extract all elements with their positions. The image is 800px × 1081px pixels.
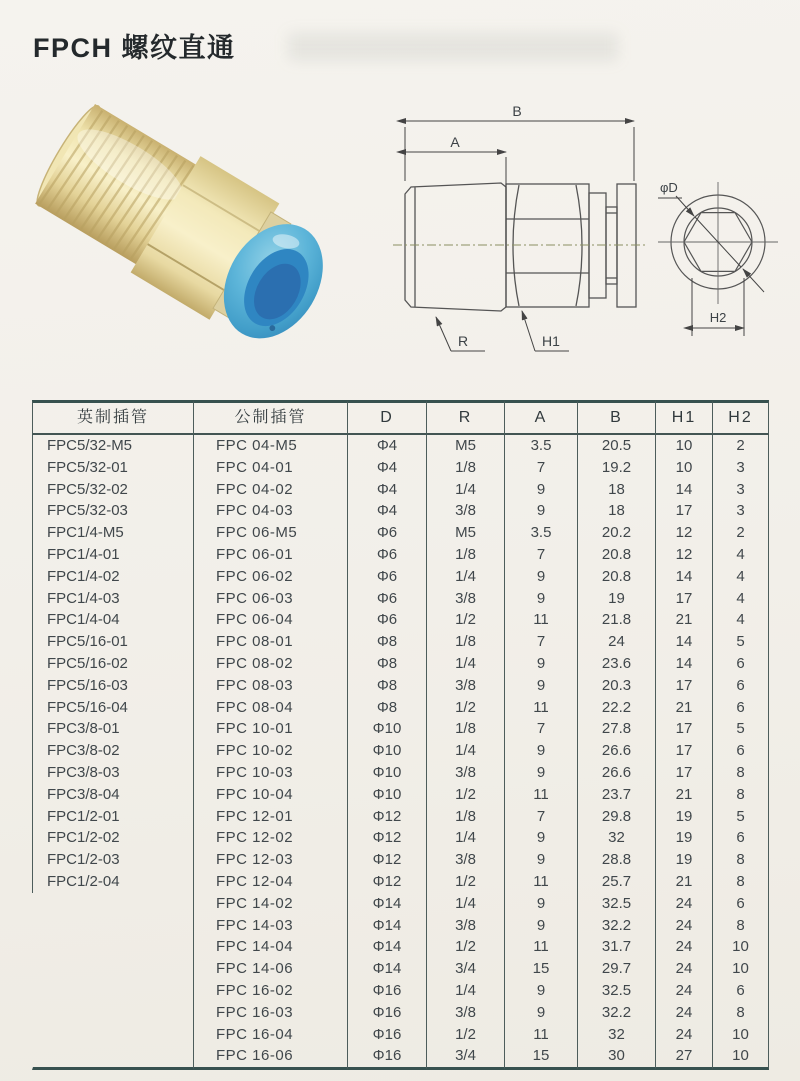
spec-cell: 6	[712, 697, 769, 719]
spec-cell: 1/2	[426, 784, 504, 806]
spec-cell: FPC 10-01	[193, 718, 347, 740]
spec-cell: 2	[712, 435, 769, 457]
spec-cell: 32.5	[577, 980, 655, 1002]
spec-cell: Φ14	[347, 893, 426, 915]
header-metric: 公制插管	[193, 400, 347, 435]
table-row	[32, 675, 769, 697]
spec-cell: FPC 12-04	[193, 871, 347, 893]
spec-cell: Φ8	[347, 631, 426, 653]
spec-cell: 9	[504, 849, 577, 871]
spec-cell: 11	[504, 609, 577, 631]
spec-cell: 21.8	[577, 609, 655, 631]
spec-cell: FPC1/4-04	[32, 609, 193, 631]
spec-cell	[32, 958, 193, 980]
spec-cell: FPC1/2-04	[32, 871, 193, 893]
spec-cell: FPC 12-03	[193, 849, 347, 871]
spec-cell: 20.5	[577, 435, 655, 457]
spec-cell: FPC 06-04	[193, 609, 347, 631]
spec-cell: FPC 06-03	[193, 588, 347, 610]
spec-cell: 9	[504, 762, 577, 784]
spec-cell: 19.2	[577, 457, 655, 479]
table-row	[32, 893, 769, 915]
spec-cell: 3	[712, 500, 769, 522]
spec-cell: 24	[655, 958, 712, 980]
header-h2: H2	[712, 400, 769, 435]
table-row	[32, 500, 769, 522]
table-row	[32, 806, 769, 828]
spec-cell: 9	[504, 479, 577, 501]
spec-cell: 32	[577, 1024, 655, 1046]
spec-cell: 24	[655, 980, 712, 1002]
dim-label-phi-d: φD	[660, 180, 678, 195]
table-row	[32, 827, 769, 849]
spec-cell: 23.6	[577, 653, 655, 675]
header-r: R	[426, 400, 504, 435]
spec-cell	[32, 936, 193, 958]
spec-cell: 26.6	[577, 762, 655, 784]
spec-cell: 21	[655, 784, 712, 806]
spec-cell: 10	[712, 1045, 769, 1070]
spec-cell: FPC3/8-01	[32, 718, 193, 740]
table-row	[32, 544, 769, 566]
spec-cell: FPC 04-01	[193, 457, 347, 479]
table-row	[32, 740, 769, 762]
spec-cell: 9	[504, 675, 577, 697]
spec-cell: 17	[655, 588, 712, 610]
spec-cell: 11	[504, 697, 577, 719]
side-view-diagram	[393, 95, 645, 370]
spec-cell: 4	[712, 588, 769, 610]
spec-cell: 8	[712, 915, 769, 937]
spec-cell: FPC1/4-03	[32, 588, 193, 610]
spec-cell: 1/4	[426, 653, 504, 675]
spec-cell: FPC 16-03	[193, 1002, 347, 1024]
spec-cell: Φ12	[347, 849, 426, 871]
spec-cell: 1/4	[426, 980, 504, 1002]
spec-cell: 20.8	[577, 566, 655, 588]
spec-cell: 1/8	[426, 544, 504, 566]
spec-cell	[32, 980, 193, 1002]
header-h1: H1	[655, 400, 712, 435]
table-row	[32, 784, 769, 806]
spec-cell: 29.8	[577, 806, 655, 828]
table-row	[32, 958, 769, 980]
spec-cell: FPC1/2-01	[32, 806, 193, 828]
spec-cell: FPC1/2-03	[32, 849, 193, 871]
spec-cell: 26.6	[577, 740, 655, 762]
spec-cell: 9	[504, 653, 577, 675]
spec-cell: FPC5/32-02	[32, 479, 193, 501]
spec-cell: 18	[577, 500, 655, 522]
spec-cell: Φ12	[347, 806, 426, 828]
spec-cell: 1/8	[426, 631, 504, 653]
spec-cell: 24	[577, 631, 655, 653]
table-row	[32, 457, 769, 479]
spec-cell: 32.2	[577, 915, 655, 937]
spec-cell: 3/8	[426, 588, 504, 610]
spec-cell: 1/2	[426, 609, 504, 631]
spec-cell: 9	[504, 915, 577, 937]
spec-cell: 7	[504, 631, 577, 653]
table-row	[32, 609, 769, 631]
spec-table-body	[32, 435, 769, 1070]
spec-cell: 23.7	[577, 784, 655, 806]
spec-cell: 20.3	[577, 675, 655, 697]
spec-cell: 24	[655, 936, 712, 958]
spec-cell: 15	[504, 1045, 577, 1070]
table-row	[32, 1045, 769, 1070]
spec-cell: 9	[504, 500, 577, 522]
spec-cell	[32, 893, 193, 915]
spec-cell: 6	[712, 740, 769, 762]
spec-cell: 9	[504, 588, 577, 610]
scan-ghost-artifact	[288, 33, 618, 61]
spec-cell: Φ16	[347, 1002, 426, 1024]
spec-cell: Φ8	[347, 653, 426, 675]
spec-cell: FPC 12-01	[193, 806, 347, 828]
spec-cell: 32.5	[577, 893, 655, 915]
table-row	[32, 871, 769, 893]
spec-cell: 11	[504, 784, 577, 806]
spec-cell: FPC 14-02	[193, 893, 347, 915]
spec-cell: 1/4	[426, 893, 504, 915]
spec-cell: FPC 16-06	[193, 1045, 347, 1070]
spec-cell: FPC 04-M5	[193, 435, 347, 457]
spec-cell: 18	[577, 479, 655, 501]
spec-cell: Φ12	[347, 827, 426, 849]
spec-cell: 27.8	[577, 718, 655, 740]
spec-cell: FPC 10-03	[193, 762, 347, 784]
fitting-body	[28, 92, 338, 360]
spec-cell: 29.7	[577, 958, 655, 980]
spec-cell: FPC 12-02	[193, 827, 347, 849]
spec-cell: 27	[655, 1045, 712, 1070]
spec-cell: M5	[426, 522, 504, 544]
spec-cell: 17	[655, 718, 712, 740]
spec-cell: 32.2	[577, 1002, 655, 1024]
spec-cell: Φ10	[347, 740, 426, 762]
spec-cell: FPC5/32-M5	[32, 435, 193, 457]
table-row	[32, 762, 769, 784]
spec-cell: 9	[504, 1002, 577, 1024]
spec-cell: Φ10	[347, 784, 426, 806]
spec-cell: 32	[577, 827, 655, 849]
spec-cell: 6	[712, 827, 769, 849]
spec-cell: 10	[655, 435, 712, 457]
spec-cell: 25.7	[577, 871, 655, 893]
spec-cell: FPC5/32-03	[32, 500, 193, 522]
spec-cell: 3.5	[504, 522, 577, 544]
spec-cell	[32, 915, 193, 937]
spec-cell: 12	[655, 544, 712, 566]
spec-cell: 31.7	[577, 936, 655, 958]
table-row	[32, 1002, 769, 1024]
spec-cell: FPC 14-04	[193, 936, 347, 958]
product-photo	[28, 86, 338, 386]
spec-cell: FPC 08-04	[193, 697, 347, 719]
spec-cell: FPC5/16-02	[32, 653, 193, 675]
spec-cell: 17	[655, 675, 712, 697]
dim-label-h2: H2	[709, 310, 727, 325]
spec-cell: Φ16	[347, 1045, 426, 1070]
spec-cell: 24	[655, 893, 712, 915]
spec-cell: 20.8	[577, 544, 655, 566]
spec-cell: FPC 08-03	[193, 675, 347, 697]
spec-cell: FPC3/8-03	[32, 762, 193, 784]
spec-cell: 8	[712, 871, 769, 893]
part-label-h1: H1	[542, 333, 560, 349]
spec-cell: 1/4	[426, 479, 504, 501]
spec-cell: 3/8	[426, 915, 504, 937]
spec-cell: Φ4	[347, 435, 426, 457]
spec-cell: FPC1/4-M5	[32, 522, 193, 544]
spec-cell: FPC5/16-04	[32, 697, 193, 719]
spec-cell: 1/8	[426, 718, 504, 740]
spec-cell: 19	[655, 827, 712, 849]
page-title: FPCH 螺纹直通	[33, 33, 236, 63]
table-row	[32, 980, 769, 1002]
spec-cell: Φ4	[347, 500, 426, 522]
spec-cell: 2	[712, 522, 769, 544]
spec-cell: 30	[577, 1045, 655, 1070]
fitting-photo-drawing	[28, 86, 338, 386]
spec-cell: 3/8	[426, 675, 504, 697]
spec-cell: 1/2	[426, 1024, 504, 1046]
spec-cell: 1/4	[426, 566, 504, 588]
spec-cell: FPC 10-04	[193, 784, 347, 806]
spec-cell: 14	[655, 479, 712, 501]
spec-cell: 5	[712, 718, 769, 740]
spec-cell: 3.5	[504, 435, 577, 457]
spec-cell: Φ10	[347, 762, 426, 784]
spec-cell: 12	[655, 522, 712, 544]
spec-cell: 15	[504, 958, 577, 980]
spec-cell: 9	[504, 827, 577, 849]
header-imperial: 英制插管	[32, 400, 193, 435]
spec-cell: 3/8	[426, 500, 504, 522]
spec-cell: Φ12	[347, 871, 426, 893]
spec-cell	[32, 1045, 193, 1070]
spec-cell: FPC5/32-01	[32, 457, 193, 479]
spec-cell: 10	[655, 457, 712, 479]
spec-cell: Φ16	[347, 980, 426, 1002]
spec-cell: 14	[655, 631, 712, 653]
spec-cell: 9	[504, 740, 577, 762]
spec-cell: FPC 04-02	[193, 479, 347, 501]
spec-cell: 7	[504, 806, 577, 828]
spec-cell: 20.2	[577, 522, 655, 544]
spec-cell: 3/8	[426, 849, 504, 871]
spec-cell: 10	[712, 1024, 769, 1046]
end-view-diagram	[648, 158, 798, 350]
spec-cell: Φ4	[347, 479, 426, 501]
spec-cell: 19	[655, 806, 712, 828]
spec-cell: 19	[655, 849, 712, 871]
spec-cell: FPC 14-06	[193, 958, 347, 980]
center-crosshair	[658, 182, 778, 304]
spec-cell: 17	[655, 762, 712, 784]
spec-cell: 8	[712, 784, 769, 806]
table-row	[32, 936, 769, 958]
spec-cell: Φ10	[347, 718, 426, 740]
spec-cell	[32, 1024, 193, 1046]
spec-cell: 8	[712, 849, 769, 871]
spec-cell: FPC1/4-02	[32, 566, 193, 588]
spec-cell: 3/4	[426, 1045, 504, 1070]
spec-cell: 4	[712, 609, 769, 631]
table-row	[32, 479, 769, 501]
spec-cell: 3/8	[426, 762, 504, 784]
spec-cell: FPC 14-03	[193, 915, 347, 937]
spec-cell: 1/2	[426, 936, 504, 958]
spec-cell: Φ6	[347, 588, 426, 610]
spec-cell: Φ8	[347, 675, 426, 697]
spec-cell: 11	[504, 1024, 577, 1046]
spec-cell: 1/8	[426, 806, 504, 828]
spec-cell: FPC 06-M5	[193, 522, 347, 544]
spec-cell: FPC 04-03	[193, 500, 347, 522]
spec-cell: 22.2	[577, 697, 655, 719]
spec-cell: Φ14	[347, 915, 426, 937]
spec-cell: FPC5/16-03	[32, 675, 193, 697]
spec-cell: 11	[504, 871, 577, 893]
spec-cell: 4	[712, 544, 769, 566]
part-label-r: R	[457, 333, 469, 349]
spec-cell: FPC 08-02	[193, 653, 347, 675]
spec-cell: 3/8	[426, 1002, 504, 1024]
spec-cell: FPC 16-02	[193, 980, 347, 1002]
table-row	[32, 588, 769, 610]
spec-cell: Φ14	[347, 936, 426, 958]
spec-cell: FPC5/16-01	[32, 631, 193, 653]
spec-cell: 17	[655, 500, 712, 522]
spec-cell: 24	[655, 915, 712, 937]
spec-cell: 3/4	[426, 958, 504, 980]
spec-cell: 21	[655, 871, 712, 893]
spec-cell: Φ14	[347, 958, 426, 980]
spec-cell: 3	[712, 479, 769, 501]
spec-cell: FPC1/2-02	[32, 827, 193, 849]
spec-cell: 4	[712, 566, 769, 588]
spec-cell: 5	[712, 631, 769, 653]
spec-cell: FPC 06-02	[193, 566, 347, 588]
spec-cell: 6	[712, 653, 769, 675]
spec-cell: 8	[712, 762, 769, 784]
spec-cell: 17	[655, 740, 712, 762]
spec-table	[32, 400, 769, 1070]
spec-cell: FPC 06-01	[193, 544, 347, 566]
spec-cell: 14	[655, 653, 712, 675]
spec-cell: FPC 10-02	[193, 740, 347, 762]
fitting-outline	[405, 183, 636, 311]
dim-label-b: B	[512, 103, 522, 119]
spec-cell: FPC 08-01	[193, 631, 347, 653]
spec-cell: 24	[655, 1024, 712, 1046]
spec-cell: 6	[712, 675, 769, 697]
spec-cell: 9	[504, 893, 577, 915]
spec-cell: 11	[504, 936, 577, 958]
spec-cell: 1/2	[426, 697, 504, 719]
header-a: A	[504, 400, 577, 435]
spec-cell: 10	[712, 958, 769, 980]
spec-cell: 9	[504, 566, 577, 588]
spec-cell: Φ4	[347, 457, 426, 479]
spec-cell: FPC 16-04	[193, 1024, 347, 1046]
table-row	[32, 522, 769, 544]
table-row	[32, 915, 769, 937]
spec-cell: 19	[577, 588, 655, 610]
table-row	[32, 435, 769, 457]
spec-cell: 9	[504, 980, 577, 1002]
spec-cell: 7	[504, 544, 577, 566]
spec-cell: 21	[655, 697, 712, 719]
dim-label-a: A	[450, 134, 460, 150]
spec-cell: 3	[712, 457, 769, 479]
spec-cell	[32, 1002, 193, 1024]
spec-cell: 1/4	[426, 827, 504, 849]
spec-cell: 6	[712, 893, 769, 915]
spec-cell: 6	[712, 980, 769, 1002]
table-row	[32, 1024, 769, 1046]
table-row	[32, 566, 769, 588]
table-row	[32, 849, 769, 871]
spec-cell: 7	[504, 457, 577, 479]
spec-cell: 24	[655, 1002, 712, 1024]
spec-cell: 8	[712, 1002, 769, 1024]
spec-cell: 14	[655, 566, 712, 588]
header-d: D	[347, 400, 426, 435]
table-row	[32, 718, 769, 740]
spec-cell: FPC1/4-01	[32, 544, 193, 566]
spec-cell: Φ6	[347, 522, 426, 544]
spec-cell: Φ8	[347, 697, 426, 719]
spec-cell: Φ6	[347, 566, 426, 588]
spec-cell: 5	[712, 806, 769, 828]
spec-cell: Φ6	[347, 609, 426, 631]
header-b: B	[577, 400, 655, 435]
table-row	[32, 631, 769, 653]
spec-cell: 28.8	[577, 849, 655, 871]
spec-cell: 1/8	[426, 457, 504, 479]
spec-cell: Φ6	[347, 544, 426, 566]
spec-cell: M5	[426, 435, 504, 457]
spec-cell: FPC3/8-02	[32, 740, 193, 762]
table-header-row	[32, 400, 769, 435]
spec-cell: 1/2	[426, 871, 504, 893]
spec-cell: 21	[655, 609, 712, 631]
table-row	[32, 653, 769, 675]
dimension-lines	[405, 121, 634, 351]
spec-cell: FPC3/8-04	[32, 784, 193, 806]
spec-cell: Φ16	[347, 1024, 426, 1046]
spec-cell: 1/4	[426, 740, 504, 762]
spec-cell: 10	[712, 936, 769, 958]
table-row	[32, 697, 769, 719]
spec-cell: 7	[504, 718, 577, 740]
